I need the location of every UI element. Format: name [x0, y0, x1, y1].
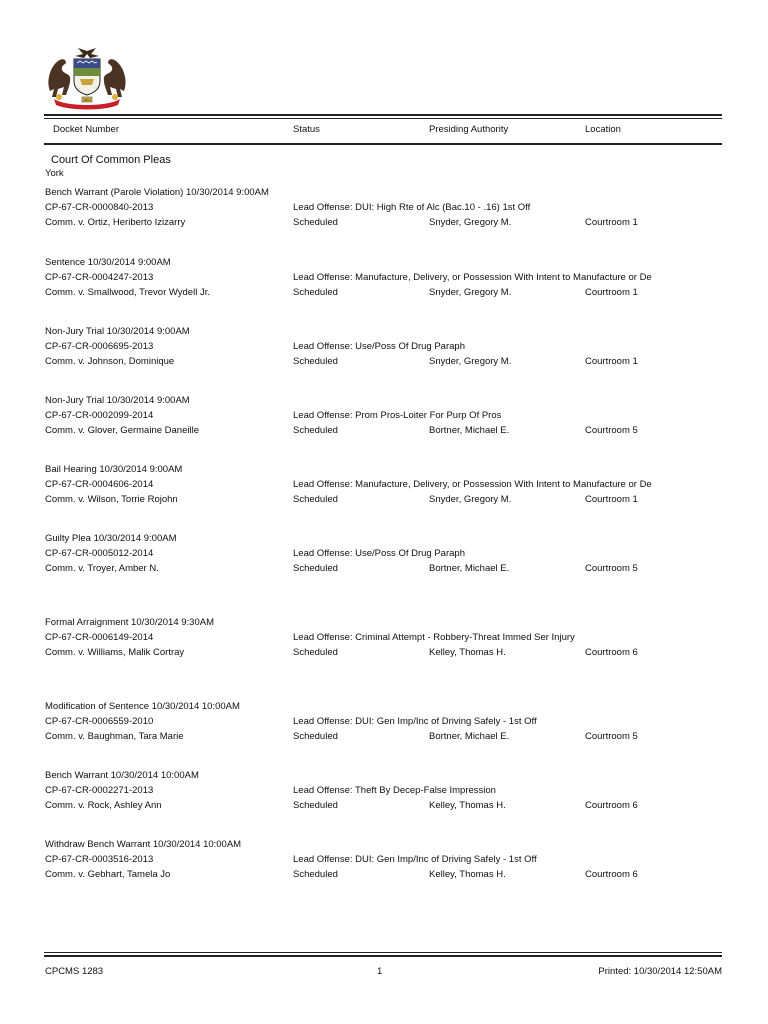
- case-caption: Comm. v. Troyer, Amber N.: [45, 563, 159, 574]
- event-line: Non-Jury Trial 10/30/2014 9:00AM: [45, 395, 190, 406]
- courtroom: Courtroom 5: [585, 731, 638, 742]
- case-status: Scheduled: [293, 563, 338, 574]
- event-line: Non-Jury Trial 10/30/2014 9:00AM: [45, 326, 190, 337]
- svg-text:1802: 1802: [83, 98, 91, 102]
- case-caption: Comm. v. Smallwood, Trevor Wydell Jr.: [45, 287, 210, 298]
- printed-timestamp: Printed: 10/30/2014 12:50AM: [598, 966, 722, 977]
- top-rule-2: [44, 118, 722, 119]
- case-caption: Comm. v. Johnson, Dominique: [45, 356, 175, 367]
- lead-offense: Lead Offense: Manufacture, Delivery, or Possession With Intent to Manufacture or De: [293, 272, 652, 283]
- docket-number: CP-67-CR-0004247-2013: [45, 272, 154, 283]
- case-entry: [0, 839, 768, 899]
- docket-number: CP-67-CR-0006695-2013: [45, 341, 154, 352]
- col-docket-header: Docket Number: [53, 124, 119, 135]
- docket-number: CP-67-CR-0006559-2010: [45, 716, 154, 727]
- case-caption: Comm. v. Wilson, Torrie Rojohn: [45, 494, 178, 505]
- case-status: Scheduled: [293, 647, 338, 658]
- case-status: Scheduled: [293, 356, 338, 367]
- lead-offense: Lead Offense: Use/Poss Of Drug Paraph: [293, 548, 465, 559]
- courtroom: Courtroom 1: [585, 217, 638, 228]
- presiding-judge: Snyder, Gregory M.: [429, 356, 512, 367]
- court-name: Court Of Common Pleas: [51, 154, 171, 166]
- case-entry: [0, 464, 768, 524]
- lead-offense: Lead Offense: DUI: Gen Imp/Inc of Driving Safely - 1st Off: [293, 716, 537, 727]
- lead-offense: Lead Offense: DUI: High Rte of Alc (Bac.10 - .16) 1st Off: [293, 202, 531, 213]
- courtroom: Courtroom 1: [585, 287, 638, 298]
- lead-offense: Lead Offense: Use/Poss Of Drug Paraph: [293, 341, 465, 352]
- case-entry: [0, 617, 768, 677]
- case-caption: Comm. v. Rock, Ashley Ann: [45, 800, 162, 811]
- courtroom: Courtroom 6: [585, 869, 638, 880]
- presiding-judge: Kelley, Thomas H.: [429, 647, 506, 658]
- footer-rule-1: [44, 952, 722, 953]
- top-rule-1: [44, 114, 722, 116]
- case-entry: [0, 187, 768, 247]
- presiding-judge: Bortner, Michael E.: [429, 731, 510, 742]
- presiding-judge: Snyder, Gregory M.: [429, 494, 512, 505]
- docket-number: CP-67-CR-0006149-2014: [45, 632, 154, 643]
- lead-offense: Lead Offense: Manufacture, Delivery, or Possession With Intent to Manufacture or De: [293, 479, 652, 490]
- presiding-judge: Snyder, Gregory M.: [429, 217, 512, 228]
- page-number: 1: [377, 966, 383, 977]
- case-status: Scheduled: [293, 425, 338, 436]
- footer-rule-2: [44, 955, 722, 957]
- case-caption: Comm. v. Gebhart, Tamela Jo: [45, 869, 171, 880]
- case-caption: Comm. v. Glover, Germaine Daneille: [45, 425, 199, 436]
- docket-number: CP-67-CR-0003516-2013: [45, 854, 154, 865]
- presiding-judge: Kelley, Thomas H.: [429, 800, 506, 811]
- courtroom: Courtroom 1: [585, 494, 638, 505]
- case-status: Scheduled: [293, 494, 338, 505]
- case-status: Scheduled: [293, 869, 338, 880]
- col-status-header: Status: [293, 124, 320, 135]
- header-rule: [44, 143, 722, 145]
- case-entry: [0, 701, 768, 761]
- event-line: Guilty Plea 10/30/2014 9:00AM: [45, 533, 177, 544]
- courtroom: Courtroom 5: [585, 425, 638, 436]
- courtroom: Courtroom 1: [585, 356, 638, 367]
- presiding-judge: Snyder, Gregory M.: [429, 287, 512, 298]
- col-location-header: Location: [585, 124, 621, 135]
- case-entry: [0, 395, 768, 455]
- col-authority-header: Presiding Authority: [429, 124, 509, 135]
- pennsylvania-seal-logo: [44, 47, 130, 111]
- event-line: Sentence 10/30/2014 9:00AM: [45, 257, 171, 268]
- courtroom: Courtroom 6: [585, 800, 638, 811]
- case-status: Scheduled: [293, 287, 338, 298]
- lead-offense: Lead Offense: Theft By Decep-False Impression: [293, 785, 496, 796]
- presiding-judge: Bortner, Michael E.: [429, 425, 510, 436]
- event-line: Bench Warrant 10/30/2014 10:00AM: [45, 770, 199, 781]
- docket-number: CP-67-CR-0004606-2014: [45, 479, 154, 490]
- case-status: Scheduled: [293, 731, 338, 742]
- event-line: Withdraw Bench Warrant 10/30/2014 10:00AM: [45, 839, 242, 850]
- docket-number: CP-67-CR-0002099-2014: [45, 410, 154, 421]
- case-entry: [0, 770, 768, 830]
- event-line: Modification of Sentence 10/30/2014 10:00AM: [45, 701, 240, 712]
- courtroom: Courtroom 5: [585, 563, 638, 574]
- docket-number: CP-67-CR-0002271-2013: [45, 785, 154, 796]
- presiding-judge: Kelley, Thomas H.: [429, 869, 506, 880]
- case-caption: Comm. v. Williams, Malik Cortray: [45, 647, 185, 658]
- form-id: CPCMS 1283: [45, 966, 104, 977]
- presiding-judge: Bortner, Michael E.: [429, 563, 510, 574]
- lead-offense: Lead Offense: Prom Pros-Loiter For Purp Of Pros: [293, 410, 502, 421]
- case-status: Scheduled: [293, 217, 338, 228]
- lead-offense: Lead Offense: DUI: Gen Imp/Inc of Driving Safely - 1st Off: [293, 854, 537, 865]
- case-entry: [0, 533, 768, 593]
- case-entry: [0, 257, 768, 317]
- courtroom: Courtroom 6: [585, 647, 638, 658]
- case-status: Scheduled: [293, 800, 338, 811]
- docket-number: CP-67-CR-0000840-2013: [45, 202, 154, 213]
- docket-number: CP-67-CR-0005012-2014: [45, 548, 154, 559]
- event-line: Formal Arraignment 10/30/2014 9:30AM: [45, 617, 214, 628]
- case-caption: Comm. v. Baughman, Tara Marie: [45, 731, 184, 742]
- case-entry: [0, 326, 768, 386]
- event-line: Bail Hearing 10/30/2014 9:00AM: [45, 464, 183, 475]
- lead-offense: Lead Offense: Criminal Attempt - Robbery-Threat Immed Ser Injury: [293, 632, 575, 643]
- county-name: York: [45, 168, 64, 179]
- case-caption: Comm. v. Ortiz, Heriberto Izizarry: [45, 217, 186, 228]
- event-line: Bench Warrant (Parole Violation) 10/30/2014 9:00AM: [45, 187, 269, 198]
